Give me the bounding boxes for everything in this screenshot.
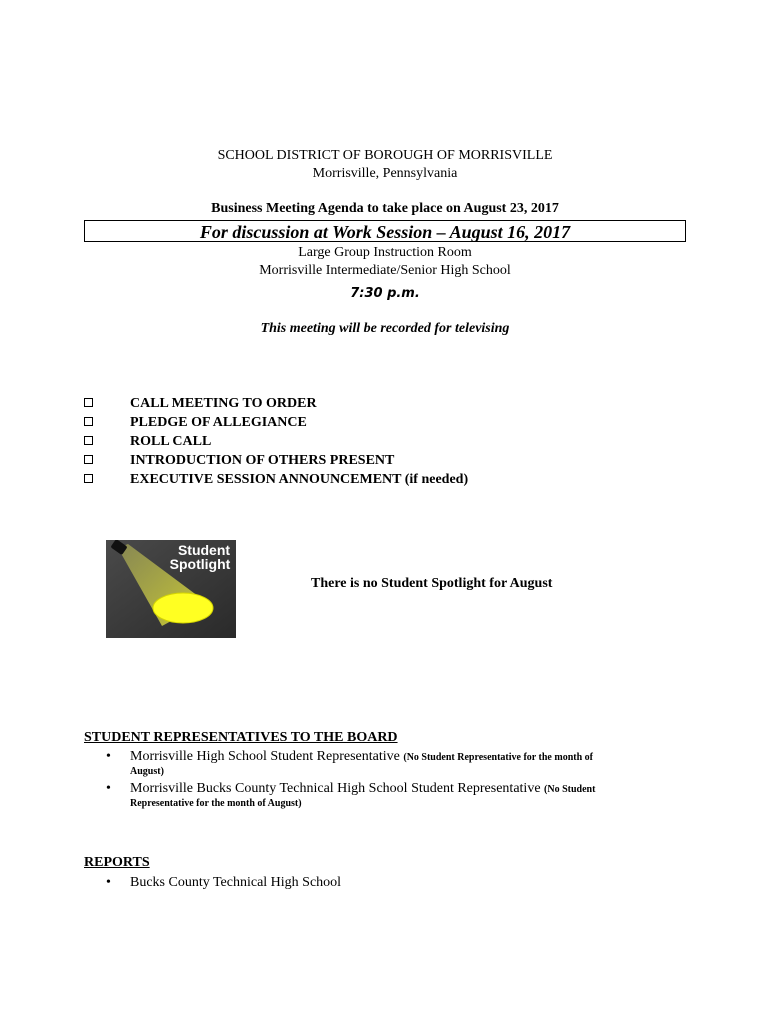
- spotlight-title-line2: Spotlight: [169, 556, 231, 572]
- meeting-room: Large Group Instruction Room: [298, 245, 472, 260]
- rep-note: (No Student: [544, 784, 596, 795]
- rep-name: Morrisville High School Student Representative: [130, 749, 400, 764]
- list-item: [106, 875, 650, 891]
- checkbox-icon: [84, 455, 93, 464]
- agenda-item-label: EXECUTIVE SESSION ANNOUNCEMENT (if needed): [130, 472, 469, 487]
- bullet-icon: •: [106, 781, 111, 796]
- checkbox-icon: [84, 436, 93, 445]
- district-location: Morrisville, Pennsylvania: [312, 166, 458, 181]
- rep-note-continued: August): [130, 766, 164, 777]
- agenda-item-label: ROLL CALL: [130, 434, 212, 449]
- bullet-icon: •: [106, 749, 111, 764]
- student-spotlight-image: [106, 540, 236, 638]
- discussion-banner: For discussion at Work Session – August 16, 2017: [84, 220, 686, 242]
- agenda-title: Business Meeting Agenda to take place on August 23, 2017: [211, 201, 559, 216]
- spotlight-title-line1: Student: [177, 542, 231, 558]
- rep-note: (No Student Representative for the month of: [403, 752, 593, 763]
- checkbox-icon: [84, 398, 93, 407]
- spotlight-message: There is no Student Spotlight for August: [311, 576, 553, 591]
- checkbox-icon: [84, 474, 93, 483]
- reports-heading: REPORTS: [84, 855, 150, 870]
- recording-notice: This meeting will be recorded for televising: [260, 321, 510, 336]
- student-reps-heading: STUDENT REPRESENTATIVES TO THE BOARD: [84, 730, 398, 745]
- agenda-item-label: CALL MEETING TO ORDER: [130, 396, 317, 411]
- agenda-item-label: INTRODUCTION OF OTHERS PRESENT: [130, 453, 395, 468]
- bullet-icon: •: [106, 875, 111, 890]
- rep-note-continued: Representative for the month of August): [130, 798, 302, 809]
- report-name: Bucks County Technical High School: [130, 875, 342, 890]
- rep-name: Morrisville Bucks County Technical High School Student Representative: [130, 781, 541, 796]
- list-item: [106, 749, 650, 777]
- meeting-school: Morrisville Intermediate/Senior High School: [259, 263, 511, 278]
- agenda-item-label: PLEDGE OF ALLEGIANCE: [130, 415, 307, 430]
- meeting-time: 7:30 p.m.: [350, 286, 420, 301]
- list-item: [106, 781, 650, 809]
- spotlight-circle: [153, 593, 213, 623]
- checkbox-icon: [84, 417, 93, 426]
- district-name: SCHOOL DISTRICT OF BOROUGH OF MORRISVILLE: [217, 148, 553, 163]
